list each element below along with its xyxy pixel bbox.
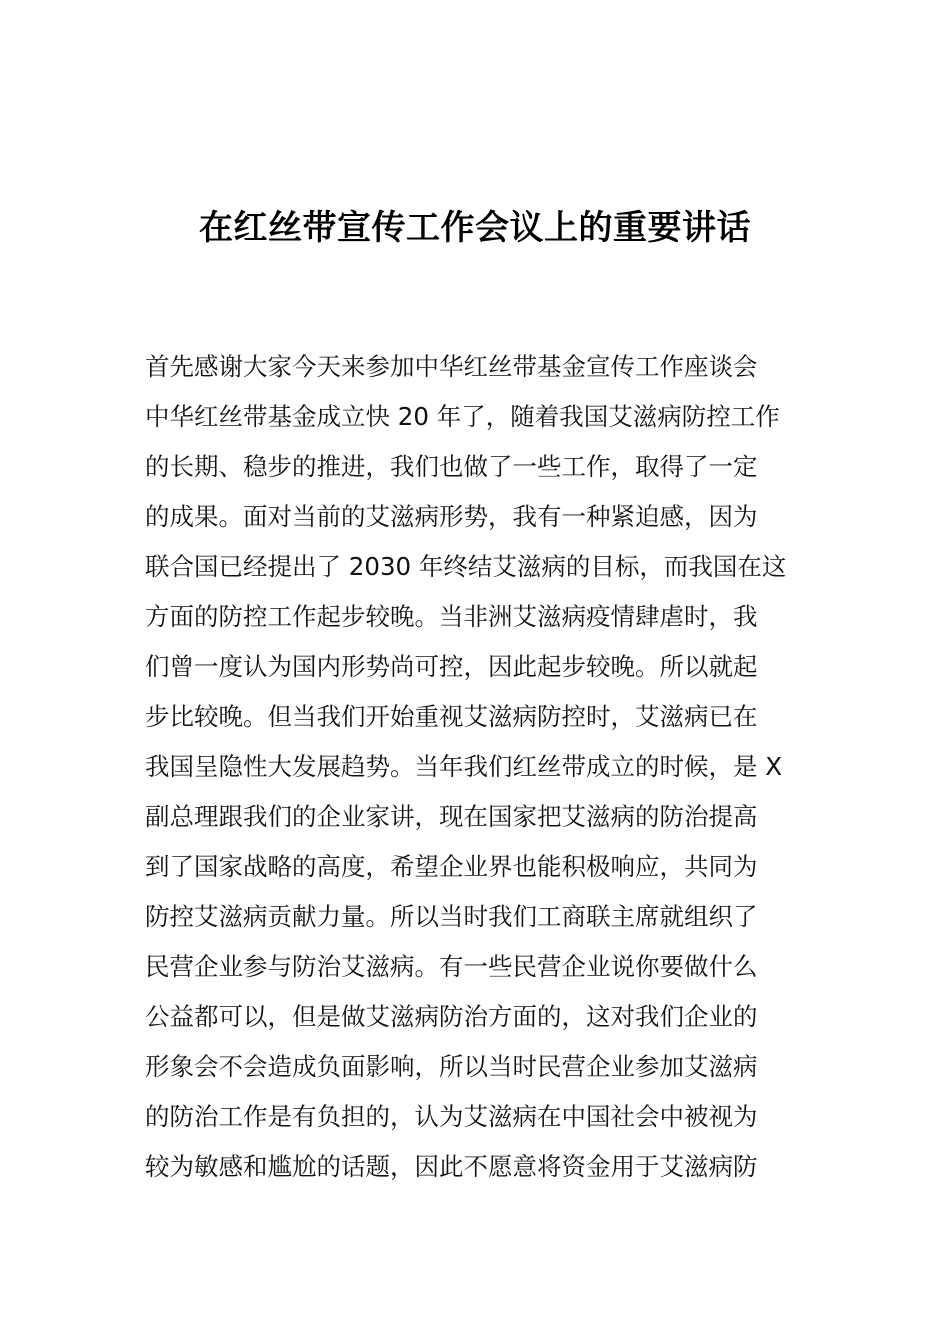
body-line-17: 较为敏感和尴尬的话题，因此不愿意将资金用于艾滋病防 [145, 1152, 758, 1181]
body-line-2: 中华红丝带基金成立快 20 年了，随着我国艾滋病防控工作 [145, 402, 780, 431]
body-line-10: 副总理跟我们的企业家讲，现在国家把艾滋病的防治提高 [145, 802, 758, 831]
body-line-14: 公益都可以，但是做艾滋病防治方面的，这对我们企业的 [145, 1002, 758, 1031]
body-line-12: 防控艾滋病贡献力量。所以当时我们工商联主席就组织了 [145, 902, 758, 931]
body-line-8: 步比较晚。但当我们开始重视艾滋病防控时，艾滋病已在 [145, 702, 758, 731]
body-line-6: 方面的防控工作起步较晚。当非洲艾滋病疫情肆虐时，我 [145, 602, 758, 631]
document-body [145, 342, 815, 1192]
body-line-16: 的防治工作是有负担的，认为艾滋病在中国社会中被视为 [145, 1102, 758, 1131]
body-line-13: 民营企业参与防治艾滋病。有一些民营企业说你要做什么 [145, 952, 758, 981]
document-title: 在红丝带宣传工作会议上的重要讲话 [199, 208, 751, 248]
body-line-7: 们曾一度认为国内形势尚可控，因此起步较晚。所以就起 [145, 652, 758, 681]
body-line-9: 我国呈隐性大发展趋势。当年我们红丝带成立的时候，是 X [145, 752, 783, 781]
body-line-4: 的成果。面对当前的艾滋病形势，我有一种紧迫感，因为 [145, 502, 758, 531]
body-line-3: 的长期、稳步的推进，我们也做了一些工作，取得了一定 [145, 452, 758, 481]
body-line-11: 到了国家战略的高度，希望企业界也能积极响应，共同为 [145, 852, 758, 881]
body-line-1: 首先感谢大家今天来参加中华红丝带基金宣传工作座谈会 [145, 352, 758, 381]
body-line-5: 联合国已经提出了 2030 年终结艾滋病的目标，而我国在这 [145, 552, 787, 581]
body-line-15: 形象会不会造成负面影响，所以当时民营企业参加艾滋病 [145, 1052, 758, 1081]
